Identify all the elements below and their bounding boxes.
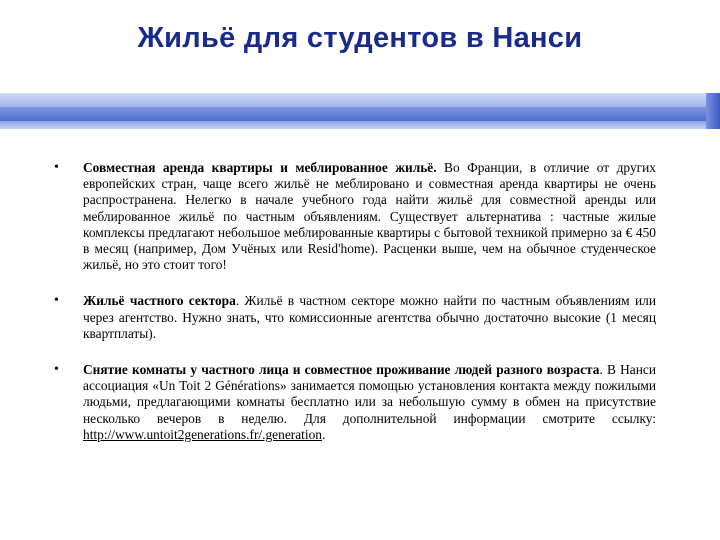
header-bar-light xyxy=(0,93,720,107)
header-bar-main xyxy=(0,107,720,121)
bullet-icon: • xyxy=(54,160,59,175)
list-item-text xyxy=(83,362,656,443)
bullet-icon: • xyxy=(54,362,59,378)
list-item-room-rental xyxy=(54,362,656,443)
header-bar-accent xyxy=(706,93,720,129)
list-item-body: Во Франции, в отличие от других европейских стран, чаще всего жильё не меблировано и совместная аренда квартиры не очень распространена. Нелегко в начале учебного года найти жильё для совместной аренды или меблированное жильё по частным объявлениям. Существует альтернатива : частные жилые комплексы предлагают небольшое меблированные квартиры с бытовой техникой примерно за € 450 в месяц (например, Дом Учёных или Resid'home). Расценки выше, чем на обычное студенческое жильё, но это стоит того! xyxy=(83,160,656,273)
list-item-body: . Жильё в частном секторе можно найти по частным объявлениям или через агентство. Нужно знать, что комиссионные агентства обычно достаточно высокие (1 месяц квартплаты). xyxy=(83,293,656,341)
list-item-text xyxy=(83,293,656,342)
generation-link[interactable]: http://www.untoit2generations.fr/.generation xyxy=(83,426,322,442)
list-item-lead: Жильё частного сектора xyxy=(83,293,236,309)
page-title: Жильё для студентов в Нанси xyxy=(137,22,583,54)
list-item-shared-rental xyxy=(54,160,656,273)
list-item-private-sector xyxy=(54,293,656,342)
bullet-list xyxy=(54,160,656,463)
list-item-lead: Совместная аренда квартиры и меблированное жильё. xyxy=(83,160,437,175)
list-item-body: . В Нанси ассоциация «Un Toit 2 Générations» занимается помощью установления контакта между пожилыми людьми, предлагающими комнаты бесплатно или за небольшую сумму в обмен на присутствие несколько вечеров в неделю. Для дополнительной информации смотрите ссылку: xyxy=(83,362,656,426)
bullet-icon: • xyxy=(54,293,59,309)
header-bar-shadow xyxy=(0,121,720,129)
list-item-text xyxy=(83,160,656,273)
list-item-lead: Снятие комнаты у частного лица и совместное проживание людей разного возраста xyxy=(83,362,600,378)
list-item-tail: . xyxy=(322,426,326,442)
